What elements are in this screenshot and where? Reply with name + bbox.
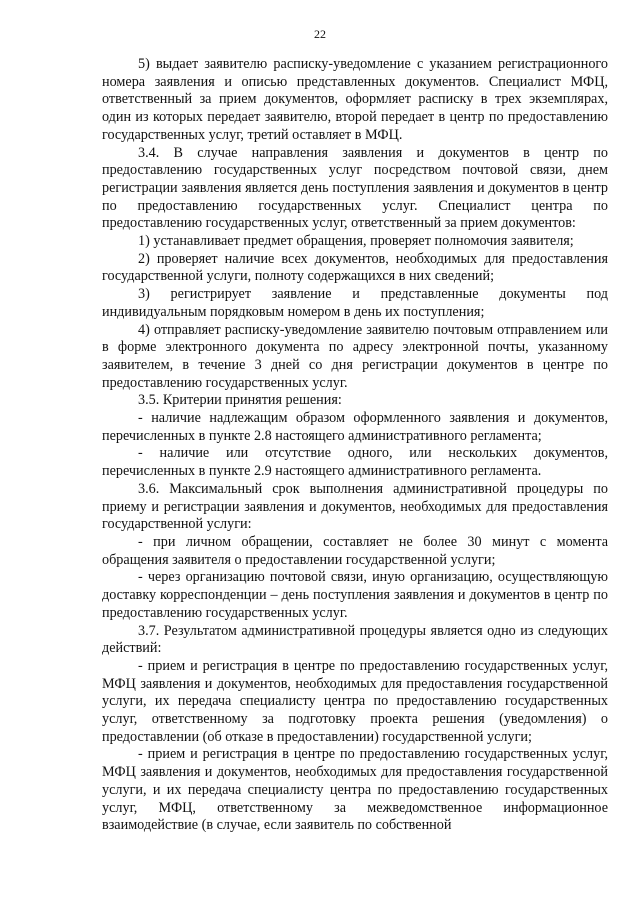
paragraph-3-4-item-2: 2) проверяет наличие всех документов, необходимых для предоставления государственной услуги, полноту содержащихся в них сведений; bbox=[102, 250, 608, 285]
paragraph-3-7-item-2: - прием и регистрация в центре по предоставлению государственных услуг, МФЦ заявления и документов, необходимых для предоставления государственной услуги, и их передача специалисту центра по предоставлению государственных услуг, МФЦ, ответственному за межведомственное информационное взаимодействие (в случае, если заявитель по собственной bbox=[102, 746, 608, 834]
paragraph-item-5: 5) выдает заявителю расписку-уведомление с указанием регистрационного номера заявления и описью представленных документов. Специалист МФЦ, ответственный за прием документов, оформляет расписку в трех экземплярах, один из которых передает заявителю, второй передает в центр по предоставлению государственных услуг, третий оставляет в МФЦ. bbox=[102, 56, 608, 143]
paragraph-3-4-item-4: 4) отправляет расписку-уведомление заявителю почтовым отправлением или в форме электронного документа по адресу электронной почты, указанному заявителем, в течение 3 дней со дня регистрации документов в центре по предоставлению государственных услуг. bbox=[102, 321, 608, 391]
paragraph-3-5-item-1: - наличие надлежащим образом оформленного заявления и документов, перечисленных в пункте 2.8 настоящего административного регламента; bbox=[102, 410, 608, 444]
paragraph-3-4: 3.4. В случае направления заявления и документов в центр по предоставлению государственных услуг посредством почтовой связи, днем регистрации заявления является день поступления заявления и документов в центр по предоставлению государственных услуг. Специалист центра по предоставлению государственных услуг, ответственный за прием документов: bbox=[102, 144, 608, 232]
paragraph-3-6-item-1: - при личном обращении, составляет не более 30 минут с момента обращения заявителя о предоставлении государственной услуги; bbox=[102, 533, 608, 568]
paragraph-3-5-item-2: - наличие или отсутствие одного, или нескольких документов, перечисленных в пункте 2.9 настоящего административного регламента. bbox=[102, 445, 608, 480]
paragraph-3-4-item-3: 3) регистрирует заявление и представленные документы под индивидуальным порядковым номером в день их поступления; bbox=[102, 286, 608, 320]
paragraph-3-6: 3.6. Максимальный срок выполнения административной процедуры по приему и регистрации заявления и документов, необходимых для предоставления государственной услуги: bbox=[102, 480, 608, 533]
paragraph-3-7-item-1: - прием и регистрация в центре по предоставлению государственных услуг, МФЦ заявления и документов, необходимых для предоставления государственной услуги, их передача специалисту центра по предоставлению государственных услуг, ответственному за подготовку проекта решения (уведомления) о предоставлении (об отказе в предоставлении) государственной услуги; bbox=[102, 657, 608, 745]
paragraph-3-7: 3.7. Результатом административной процедуры является одно из следующих действий: bbox=[102, 622, 608, 657]
page-number: 22 bbox=[314, 27, 326, 41]
paragraph-3-6-item-2: - через организацию почтовой связи, иную организацию, осуществляющую доставку корреспонденции – день поступления заявления и документов в центр по предоставлению государственных услуг. bbox=[102, 569, 608, 621]
paragraph-3-4-item-1: 1) устанавливает предмет обращения, проверяет полномочия заявителя; bbox=[138, 233, 574, 250]
document-body bbox=[102, 56, 608, 835]
paragraph-3-5: 3.5. Критерии принятия решения: bbox=[138, 392, 342, 409]
